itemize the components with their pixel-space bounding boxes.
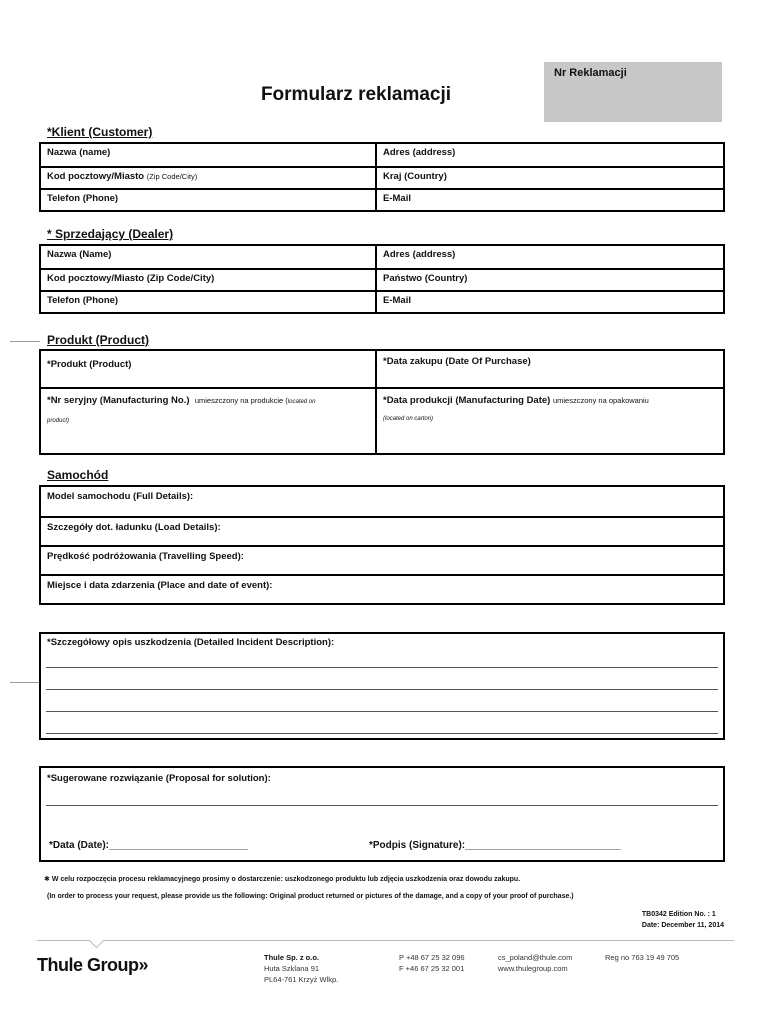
zip-city-label: Kod pocztowy/Miasto bbox=[47, 171, 145, 182]
company-registration: Reg no 763 19 49 705 bbox=[605, 953, 680, 962]
footer-notch bbox=[89, 933, 105, 949]
car-heading: Samochód bbox=[47, 468, 109, 482]
table-row bbox=[41, 574, 723, 603]
dealer-zip-city-field[interactable]: Kod pocztowy/Miasto (Zip Code/City) bbox=[41, 270, 377, 290]
note-english: (In order to process your request, please provide us the following: Original product returned or pictures of the damage, and a copy of your proof of purchase.) bbox=[47, 893, 574, 900]
logo-chevron-icon: » bbox=[138, 955, 149, 975]
company-phone: P +48 67 25 32 096 bbox=[399, 953, 465, 962]
dealer-address-field[interactable]: Adres (address) bbox=[383, 249, 456, 260]
edition-number: TB0342 Edition No. : 1 bbox=[641, 911, 716, 918]
dealer-name-field[interactable]: Nazwa (Name) bbox=[41, 246, 377, 268]
complaint-number-label: Nr Reklamacji bbox=[554, 67, 627, 79]
serial-number-note: umieszczony na produkcie ( bbox=[194, 396, 288, 405]
car-model-field[interactable]: Model samochodu (Full Details): bbox=[47, 491, 194, 502]
edition-date: Date: December 11, 2014 bbox=[641, 922, 724, 929]
company-fax: F +46 67 25 32 001 bbox=[399, 964, 465, 973]
thule-group-logo bbox=[37, 955, 148, 976]
company-website-link[interactable]: www.thulegroup.com bbox=[498, 964, 568, 973]
form-title: Formularz reklamacji bbox=[260, 84, 452, 105]
solution-box bbox=[39, 766, 725, 862]
manufacturing-date-note-italic: (located on carton) bbox=[383, 416, 434, 422]
table-row bbox=[41, 144, 723, 166]
serial-number-note-italic: located on bbox=[287, 399, 316, 405]
load-details-field[interactable]: Szczegóły dot. ładunku (Load Details): bbox=[47, 522, 221, 533]
customer-zip-city-field[interactable] bbox=[41, 168, 377, 188]
note-polish-text: W celu rozpoczęcia procesu reklamacyjnego prosimy o dostarczenie: uszkodzonego produktu lub zdjęcia uszkodzenia oraz dowodu zakupu. bbox=[51, 876, 521, 883]
writing-lines[interactable] bbox=[46, 805, 718, 827]
manufacturing-date-field[interactable] bbox=[377, 389, 723, 453]
incident-description-label: *Szczegółowy opis uszkodzenia (Detailed Incident Description): bbox=[47, 637, 335, 648]
date-field[interactable]: *Data (Date):_________________________ bbox=[49, 840, 249, 851]
zip-city-note: (Zip Code/City) bbox=[146, 172, 198, 181]
customer-heading: *Klient (Customer) bbox=[47, 125, 153, 139]
travel-speed-field[interactable]: Prędkość podróżowania (Travelling Speed): bbox=[47, 551, 244, 562]
product-table bbox=[39, 349, 725, 455]
company-email-link[interactable]: cs_poland@thule.com bbox=[498, 953, 573, 962]
company-contact bbox=[498, 952, 572, 974]
car-table bbox=[39, 485, 725, 605]
customer-address-field[interactable]: Adres (address) bbox=[383, 147, 456, 158]
dealer-heading: * Sprzedający (Dealer) bbox=[47, 227, 174, 241]
customer-table bbox=[39, 142, 725, 212]
table-row bbox=[41, 545, 723, 574]
dealer-email-field[interactable]: E-Mail bbox=[383, 295, 411, 306]
table-row bbox=[41, 188, 723, 210]
table-row bbox=[41, 290, 723, 312]
writing-lines bbox=[46, 667, 718, 755]
serial-number-note-italic-2: product) bbox=[47, 418, 70, 424]
table-row bbox=[41, 387, 723, 453]
company-city: PL64-761 Krzyż Wlkp. bbox=[264, 975, 339, 984]
purchase-date-field[interactable]: *Data zakupu (Date Of Purchase) bbox=[383, 356, 531, 367]
footer-divider bbox=[37, 940, 734, 941]
manufacturing-date-note: umieszczony na opakowaniu bbox=[552, 396, 649, 405]
customer-email-field[interactable]: E-Mail bbox=[383, 193, 411, 204]
fold-mark bbox=[10, 341, 40, 342]
product-field[interactable]: *Produkt (Product) bbox=[41, 351, 377, 387]
table-row bbox=[41, 166, 723, 188]
place-date-field[interactable]: Miejsce i data zdarzenia (Place and date of event): bbox=[47, 580, 273, 591]
incident-description-box[interactable] bbox=[39, 632, 725, 740]
customer-name-field[interactable]: Nazwa (name) bbox=[41, 144, 377, 166]
table-row bbox=[41, 246, 723, 268]
table-row bbox=[41, 516, 723, 545]
product-heading: Produkt (Product) bbox=[47, 333, 149, 347]
dealer-phone-field[interactable]: Telefon (Phone) bbox=[41, 292, 377, 312]
company-address bbox=[264, 952, 338, 985]
customer-country-field[interactable]: Kraj (Country) bbox=[383, 171, 447, 182]
serial-number-label: *Nr seryjny (Manufacturing No.) bbox=[47, 395, 190, 406]
table-row bbox=[41, 268, 723, 290]
company-name: Thule Sp. z o.o. bbox=[264, 953, 319, 962]
customer-phone-field[interactable]: Telefon (Phone) bbox=[41, 190, 377, 210]
company-phones bbox=[399, 952, 465, 974]
table-row bbox=[41, 487, 723, 516]
asterisk-icon: ✱ bbox=[44, 876, 50, 883]
note-polish bbox=[44, 875, 520, 883]
signature-field[interactable]: *Podpis (Signature):____________________________ bbox=[369, 840, 621, 851]
solution-label: *Sugerowane rozwiązanie (Proposal for solution): bbox=[47, 773, 271, 784]
company-street: Huta Szklana 91 bbox=[264, 964, 320, 973]
fold-mark bbox=[10, 682, 40, 683]
manufacturing-date-label: *Data produkcji (Manufacturing Date) bbox=[383, 395, 551, 406]
edition-info bbox=[642, 909, 724, 931]
logo-text: Thule Group bbox=[37, 955, 139, 975]
dealer-country-field[interactable]: Państwo (Country) bbox=[383, 273, 468, 284]
serial-number-field[interactable] bbox=[41, 389, 377, 453]
dealer-table bbox=[39, 244, 725, 314]
table-row bbox=[41, 351, 723, 387]
